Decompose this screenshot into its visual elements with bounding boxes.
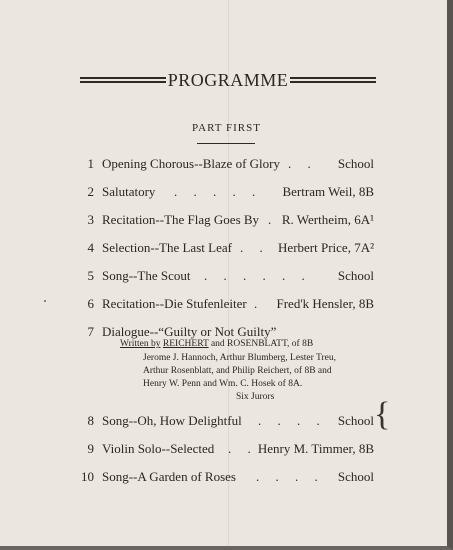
programme-item-3 (78, 211, 374, 229)
credit-prefix: Written by (120, 339, 161, 349)
item-title: Opening Chorous--Blaze of Glory (102, 156, 280, 171)
page-title: PROGRAMME (167, 69, 289, 90)
programme-item-2 (78, 183, 374, 201)
item-performer: Bertram Weil, 8B (282, 184, 374, 199)
item-leader: . . (240, 240, 263, 255)
programme-item-9 (78, 440, 374, 458)
credit-name: REICHERT (162, 339, 209, 349)
title-rule-left (80, 77, 166, 83)
item-number: 2 (87, 184, 94, 199)
item-leader: . (254, 296, 258, 311)
item-leader: . . . . (256, 469, 318, 484)
item-leader: . . (288, 156, 311, 171)
item-number: 4 (87, 240, 94, 255)
programme-item-10 (78, 468, 374, 486)
part-underline (197, 143, 255, 144)
programme-item-8 (78, 412, 374, 430)
programme-item-6 (78, 295, 374, 313)
item-title: Salutatory (102, 184, 156, 199)
item-performer: School (337, 413, 374, 428)
item-title: Song--A Garden of Roses (102, 469, 236, 484)
item-number: 8 (87, 413, 94, 428)
item-title: Song--Oh, How Delightful (102, 413, 242, 428)
item-title: Recitation--Die Stufenleiter (102, 296, 247, 311)
dialogue-credit (120, 338, 313, 351)
item-performer: School (337, 156, 374, 171)
paper-speck (44, 300, 46, 302)
handwritten-bracket: { (374, 396, 391, 433)
item-title: Song--The Scout (102, 268, 191, 283)
credit-rest: and ROSENBLATT, of 8B (210, 339, 314, 349)
item-performer: School (337, 469, 374, 484)
item-title: Violin Solo--Selected (102, 441, 215, 456)
cast-line-3: Henry W. Penn and Wm. C. Hosek of 8A. (143, 379, 303, 389)
item-leader: . . . . (258, 413, 320, 428)
cast-line-2: Arthur Rosenblatt, and Philip Reichert, of 8B and (143, 366, 332, 376)
item-performer: Henry M. Timmer, 8B (257, 441, 374, 456)
item-number: 10 (81, 469, 94, 484)
item-leader: . . . . . (174, 184, 256, 199)
item-number: 9 (87, 441, 94, 456)
item-performer: Herbert Price, 7A² (278, 240, 374, 255)
item-number: 6 (87, 296, 94, 311)
item-leader: . (268, 212, 272, 227)
item-leader: . . (228, 441, 251, 456)
programme-item-1 (78, 155, 374, 173)
programme-item-5 (78, 267, 374, 285)
item-leader: . . . . . . (204, 268, 305, 283)
item-title: Selection--The Last Leaf (102, 240, 232, 255)
cast-line-1: Jerome J. Hannoch, Arthur Blumberg, Lester Treu, (143, 353, 336, 363)
part-heading: PART FIRST (192, 122, 261, 134)
item-performer: School (337, 268, 374, 283)
item-number: 3 (87, 212, 94, 227)
item-title: Recitation--The Flag Goes By (102, 212, 260, 227)
title-row (80, 70, 376, 90)
title-rule-right (290, 77, 376, 83)
item-performer: Fred'k Hensler, 8B (276, 296, 374, 311)
item-number: 7 (87, 324, 94, 339)
item-number: 1 (87, 156, 94, 171)
item-number: 5 (87, 268, 94, 283)
item-performer: R. Wertheim, 6A¹ (281, 212, 374, 227)
item-title: Dialogue--“Guilty or Not Guilty” (102, 324, 277, 339)
programme-item-4 (78, 239, 374, 257)
jurors-line: Six Jurors (236, 392, 275, 402)
